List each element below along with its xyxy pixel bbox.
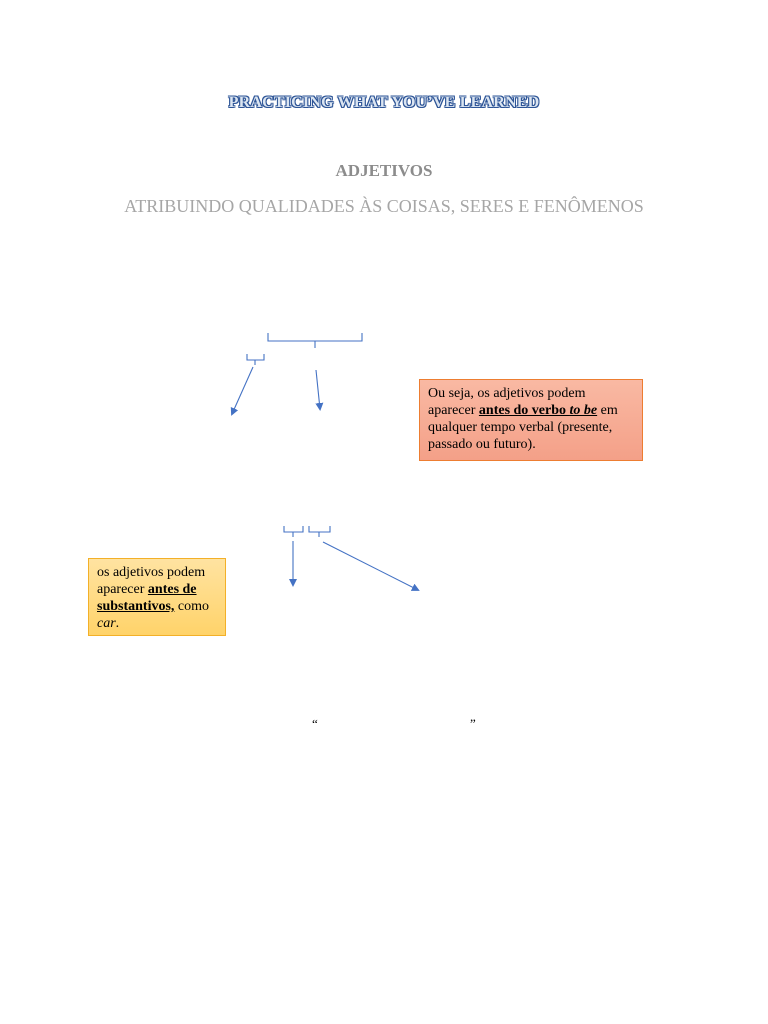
bracket-left-bottom	[284, 526, 303, 537]
opening-quote: “	[312, 716, 318, 731]
bracket-small-top	[247, 354, 264, 365]
document-title: PRACTICING WHAT YOU’VE LEARNED	[228, 94, 540, 111]
section-subheading: ATRIBUINDO QUALIDADES ÀS COISAS, SERES E FENÔMENOS	[124, 196, 644, 216]
bracket-large-top	[268, 333, 362, 348]
closing-quote: ”	[470, 716, 476, 731]
note-noun-text-end: .	[115, 616, 120, 631]
bracket-right-bottom	[309, 526, 330, 537]
note-verb-text: Ou seja, os adjetivos podem aparecer	[428, 386, 586, 418]
arrow-right-bottom	[323, 542, 418, 590]
arrow-left-top	[232, 367, 253, 414]
note-noun-emphasis: antes de substantivos,	[97, 582, 197, 614]
note-verb-emphasis-italic: to be	[569, 403, 598, 418]
note-verb-text-end: em qualquer tempo verbal (presente, passado ou futuro).	[428, 403, 618, 452]
note-noun-italic-word: car	[97, 616, 116, 631]
note-before-noun	[88, 558, 226, 636]
section-heading: ADJETIVOS	[335, 161, 433, 180]
arrow-down-top	[316, 370, 320, 409]
note-noun-text: os adjetivos podem aparecer	[97, 565, 206, 597]
note-noun-text-middle: como	[174, 599, 210, 614]
note-verb-emphasis: antes do verbo	[478, 403, 570, 418]
note-before-verb	[419, 379, 643, 461]
